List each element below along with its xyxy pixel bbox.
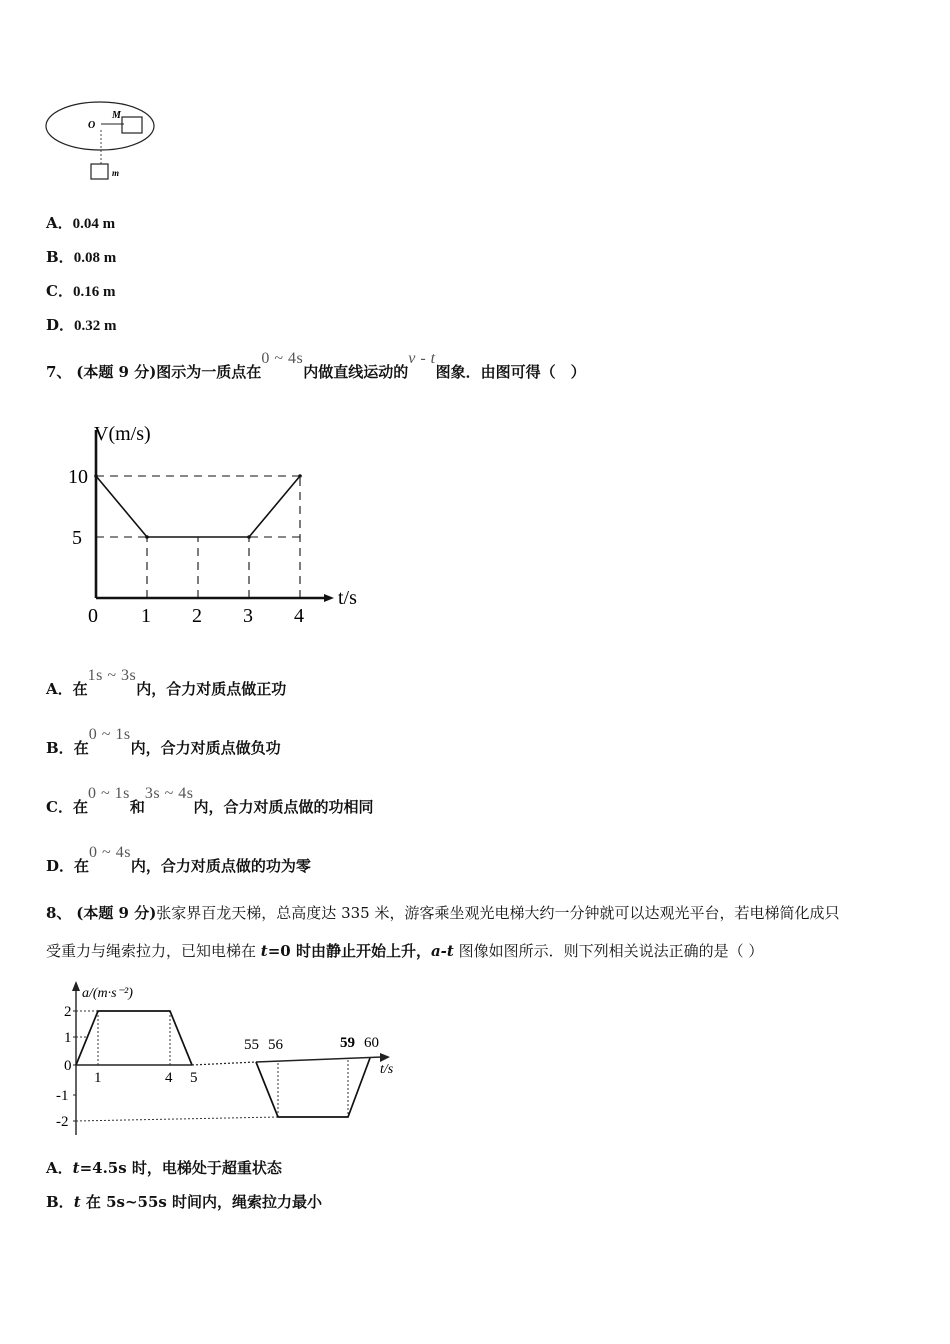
label-M: M bbox=[112, 110, 121, 121]
block-M bbox=[122, 117, 142, 133]
q6-option-b bbox=[46, 246, 116, 267]
vt-x-tick-label: 0 bbox=[88, 605, 98, 627]
q7-option-c-post: 内，合力对质点做的功相同 bbox=[193, 798, 374, 816]
at-x-tick-label: 59 bbox=[340, 1035, 355, 1051]
platform-ellipse bbox=[46, 102, 154, 150]
q8-line2-c: 图像如图所示．则下列相关说法正确的是（ ） bbox=[453, 942, 764, 960]
vt-x-tick-label: 4 bbox=[294, 605, 304, 627]
q7-score: (本题 9 分) bbox=[76, 363, 157, 381]
q7-option-c bbox=[46, 785, 374, 817]
vt-y-label: V(m/s) bbox=[94, 423, 151, 445]
q8-line1: 张家界百龙天梯，总高度达 335 米，游客乘坐观光电梯大约一分钟就可以达观光平台，若电梯简化成只 bbox=[156, 904, 840, 922]
at-y-tick-label: 1 bbox=[64, 1030, 72, 1046]
at-x-arrow bbox=[380, 1053, 390, 1062]
q6-option-d bbox=[46, 314, 117, 335]
at-x-tick-label: 5 bbox=[190, 1070, 198, 1086]
q6-option-d-key: D． bbox=[46, 316, 75, 334]
q7-option-c-key: C． bbox=[46, 798, 73, 816]
vt-x-label: t/s bbox=[338, 587, 357, 609]
q7-option-b-math: 0 ~ 1s bbox=[88, 726, 131, 743]
q8-line2-t: t bbox=[260, 942, 268, 960]
vt-x-arrow bbox=[324, 594, 334, 602]
q7-option-d-key: D． bbox=[46, 857, 75, 875]
at-y-tick-label: 2 bbox=[64, 1004, 72, 1020]
vt-x-tick-label: 1 bbox=[141, 605, 151, 627]
vt-series-line bbox=[96, 476, 300, 537]
at-x-axis-right bbox=[256, 1057, 382, 1062]
q7-option-d bbox=[46, 844, 311, 876]
q7-text-c: 图象．由图可得（ ） bbox=[435, 363, 586, 381]
at-series-segment-2 bbox=[256, 1058, 370, 1117]
q8-option-b-var: t bbox=[73, 1193, 81, 1211]
at-x-tick-label: 55 bbox=[244, 1037, 259, 1053]
q6-option-c-text: 0.16 m bbox=[72, 284, 116, 300]
q7-option-b bbox=[46, 726, 281, 758]
q6-option-a-text: 0.04 m bbox=[72, 216, 116, 232]
q7-option-a-pre: 在 bbox=[72, 680, 88, 698]
q7-option-a-math: 1s ~ 3s bbox=[87, 667, 137, 684]
q6-option-a bbox=[46, 212, 115, 233]
at-x-tick-label: 56 bbox=[268, 1037, 283, 1053]
vt-data-point bbox=[145, 535, 149, 539]
q6-option-c bbox=[46, 280, 115, 301]
at-y-tick-label: -1 bbox=[56, 1088, 69, 1104]
q8-number: 8、 bbox=[46, 904, 72, 922]
q7-option-a bbox=[46, 667, 287, 699]
q8-option-a-key: A． bbox=[46, 1159, 73, 1177]
q7-option-d-post: 内，合力对质点做的功为零 bbox=[130, 857, 311, 875]
rotating-platform-figure bbox=[44, 96, 164, 188]
q6-option-d-text: 0.32 m bbox=[74, 318, 117, 334]
q8-option-b bbox=[46, 1191, 322, 1212]
q7-option-d-math: 0 ~ 4s bbox=[89, 844, 131, 861]
q8-option-b-key: B． bbox=[46, 1193, 74, 1211]
q8-option-a-var: t bbox=[72, 1159, 80, 1177]
vt-y-tick-label: 5 bbox=[72, 527, 82, 549]
vt-data-point bbox=[298, 474, 302, 478]
at-y-arrow bbox=[72, 981, 80, 991]
q7-option-a-key: A． bbox=[46, 680, 73, 698]
q6-option-a-key: A． bbox=[46, 214, 73, 232]
q7-option-c-mid: 和 bbox=[129, 798, 145, 816]
q7-math-vt: v - t bbox=[408, 350, 436, 367]
q7-option-b-pre: 在 bbox=[73, 739, 89, 757]
q8-line2-a: 受重力与绳索拉力，已知电梯在 bbox=[46, 942, 261, 960]
q8-stem-line1 bbox=[46, 902, 839, 923]
label-m: m bbox=[112, 168, 120, 178]
vt-data-point bbox=[94, 474, 98, 478]
q8-option-a-text: =4.5s 时，电梯处于超重状态 bbox=[79, 1159, 282, 1177]
q6-option-b-key: B． bbox=[46, 248, 74, 266]
at-x-label: t/s bbox=[380, 1062, 394, 1077]
label-o: O bbox=[88, 120, 96, 131]
q6-option-c-key: C． bbox=[46, 282, 73, 300]
q7-option-c-pre: 在 bbox=[72, 798, 88, 816]
q7-option-b-post: 内，合力对质点做负功 bbox=[130, 739, 281, 757]
q7-stem bbox=[46, 350, 586, 382]
q6-option-b-text: 0.08 m bbox=[73, 250, 117, 266]
vt-x-tick-label: 2 bbox=[192, 605, 202, 627]
at-x-tick-label: 60 bbox=[364, 1035, 379, 1051]
q7-option-c-math: 0 ~ 1s bbox=[87, 785, 130, 802]
at-x-tick-label: 4 bbox=[165, 1070, 173, 1086]
vt-y-tick-label: 10 bbox=[68, 466, 88, 488]
q7-number: 7、 bbox=[46, 363, 72, 381]
vt-x-tick-label: 3 bbox=[243, 605, 253, 627]
vt-chart bbox=[60, 410, 390, 635]
q8-option-b-text: 在 5s~55s 时间内，绳索拉力最小 bbox=[80, 1193, 323, 1211]
q7-math-range: 0 ~ 4s bbox=[261, 350, 304, 367]
q8-line2-b: =0 时由静止开始上升， bbox=[267, 942, 431, 960]
at-series-segment-1 bbox=[76, 1011, 192, 1065]
q7-option-a-post: 内，合力对质点做正功 bbox=[136, 680, 287, 698]
at-y-label: a/(m·s⁻²) bbox=[82, 986, 133, 1001]
q8-option-a bbox=[46, 1157, 282, 1178]
q7-text-a: 图示为一质点在 bbox=[156, 363, 262, 381]
at-chart bbox=[46, 975, 416, 1140]
q7-option-b-key: B． bbox=[46, 739, 74, 757]
q8-stem-line2 bbox=[46, 940, 763, 961]
at-x-tick-label: 1 bbox=[94, 1070, 102, 1086]
q7-option-d-pre: 在 bbox=[74, 857, 90, 875]
q7-option-c-math2: 3s ~ 4s bbox=[144, 785, 194, 802]
at-y-tick-label: -2 bbox=[56, 1114, 69, 1130]
q8-score: (本题 9 分) bbox=[76, 904, 157, 922]
q8-line2-at: a-t bbox=[430, 942, 454, 960]
vt-data-point bbox=[247, 535, 251, 539]
at-y-tick-label: 0 bbox=[64, 1058, 72, 1074]
block-m bbox=[91, 164, 108, 179]
at-x-axis-break bbox=[192, 1062, 256, 1065]
q7-text-b: 内做直线运动的 bbox=[303, 363, 409, 381]
at-guide-ym2 bbox=[76, 1117, 278, 1121]
